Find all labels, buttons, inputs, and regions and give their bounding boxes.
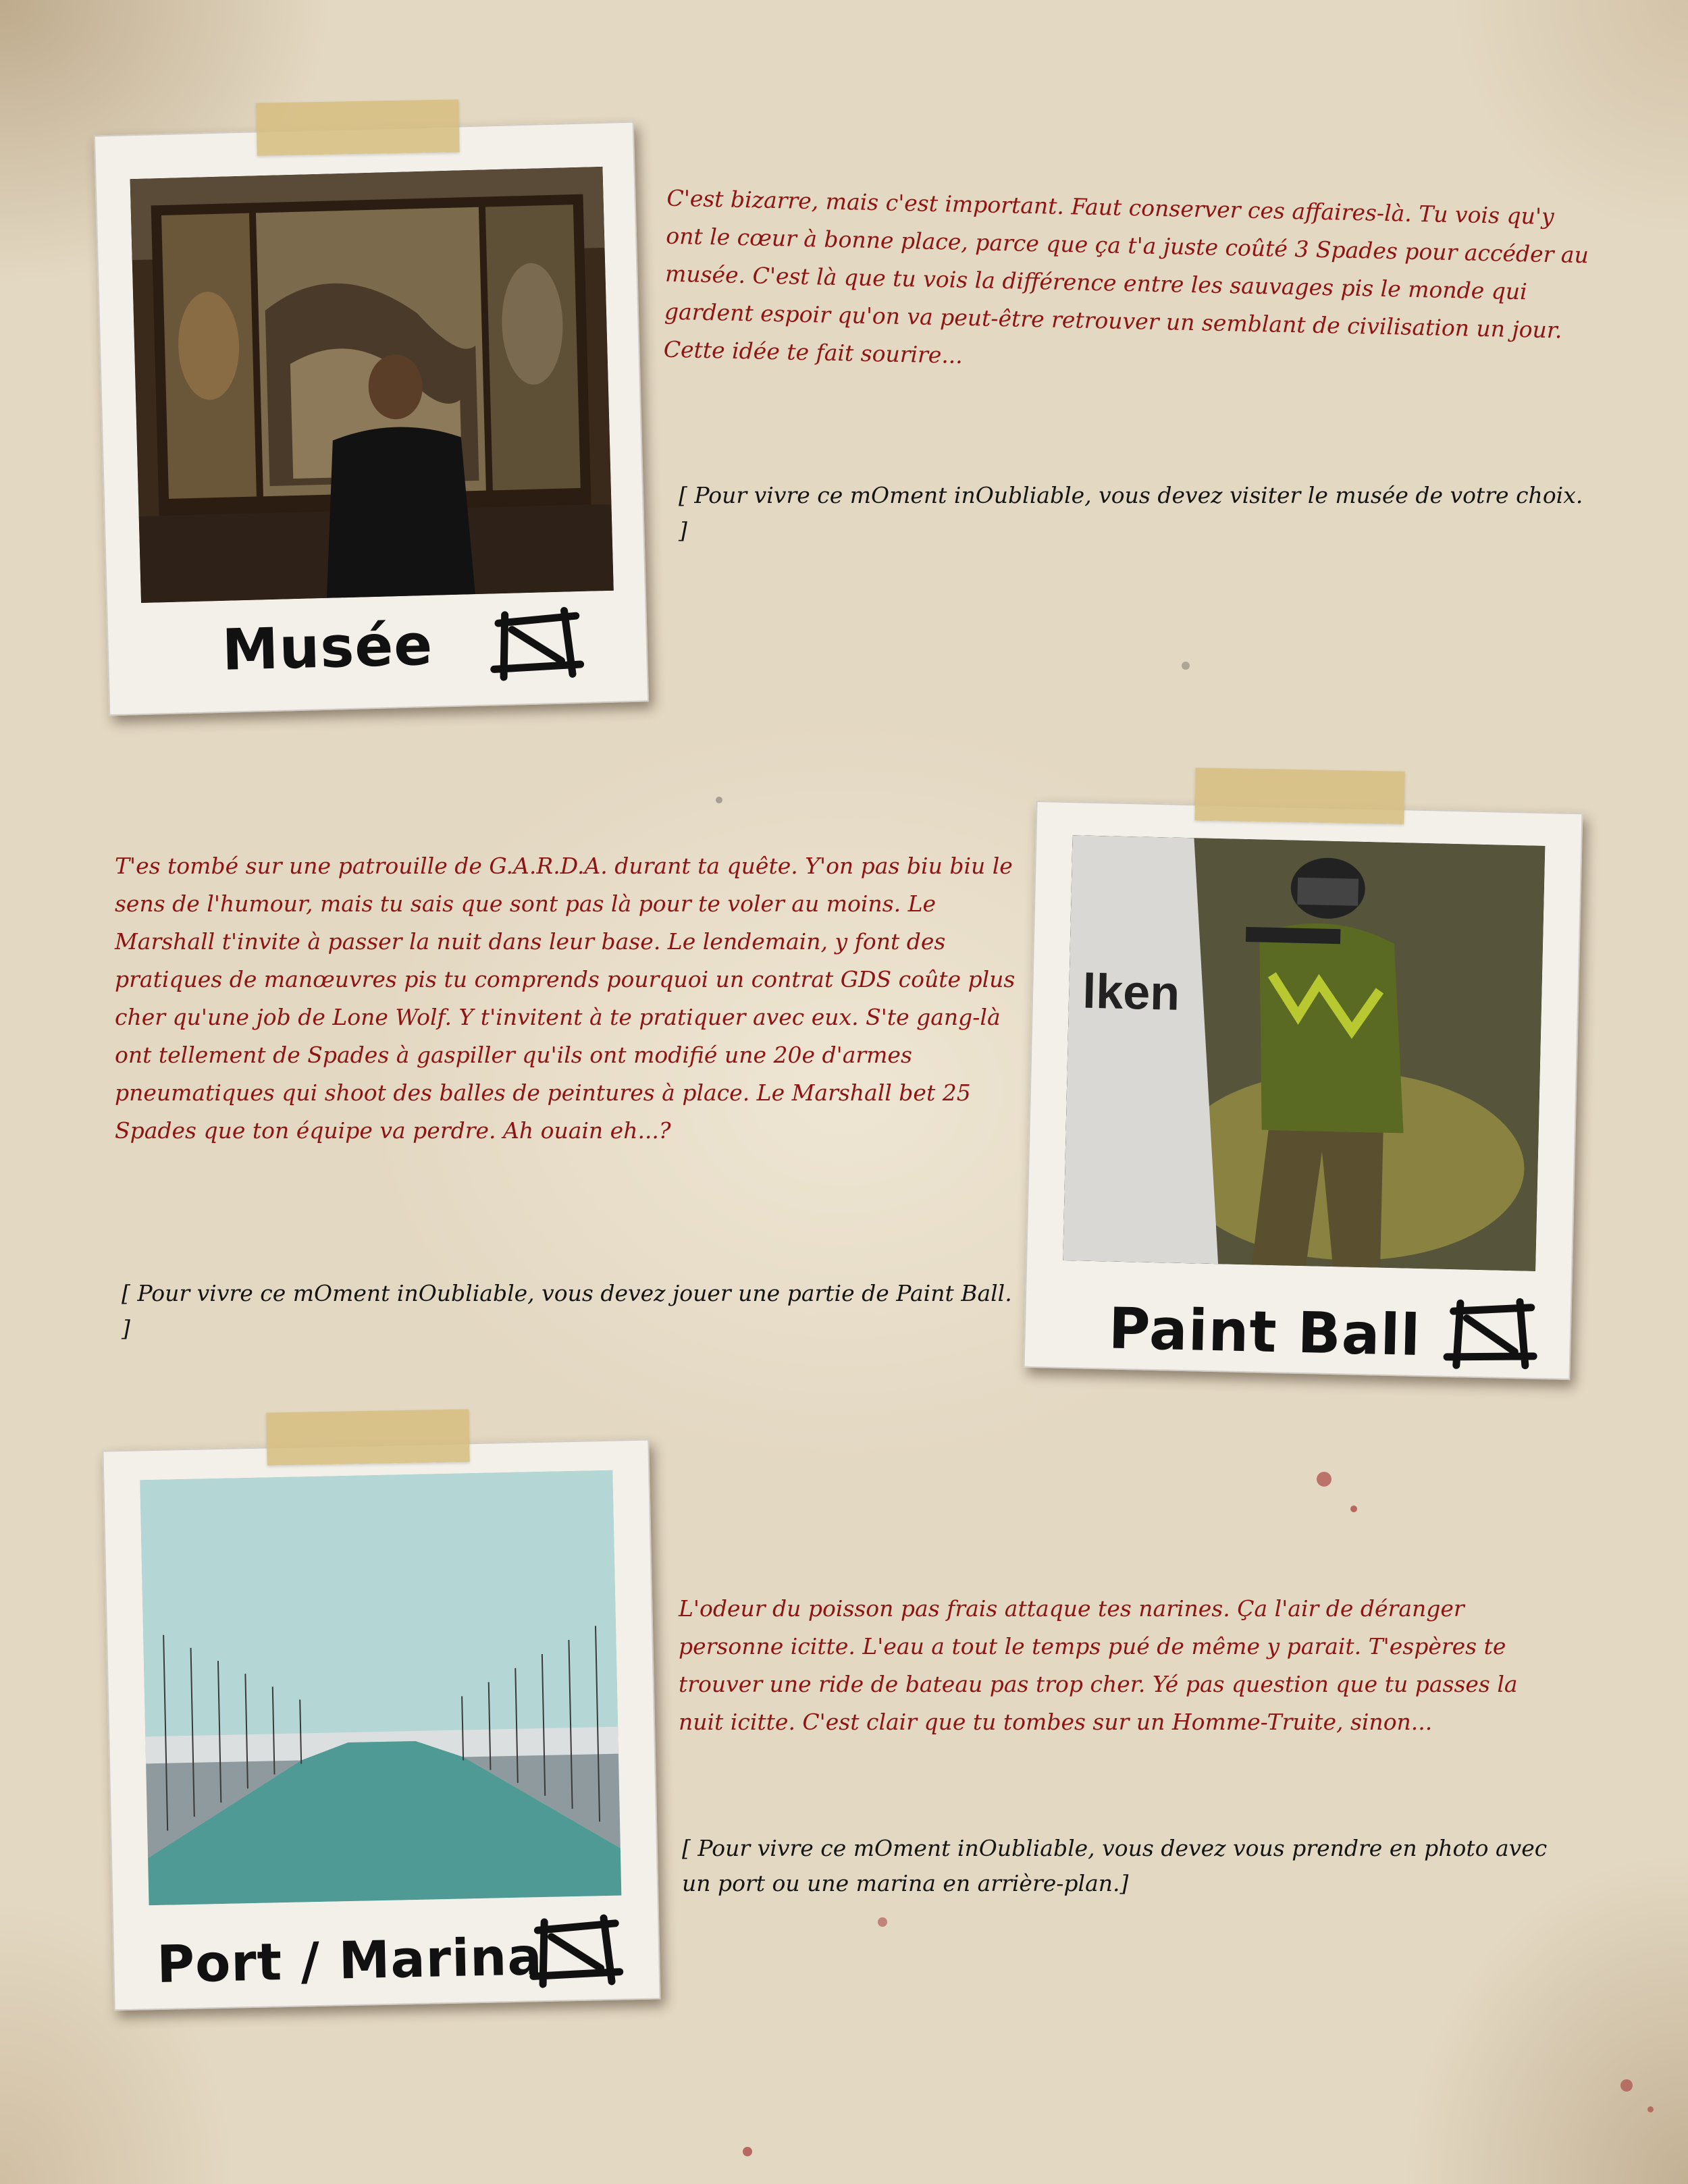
story-text: T'es tombé sur une patrouille de G.A.R.D.A. durant ta quête. Y'on pas biu biu le sens de l'humour, mais tu sais que sont pas là pour te voler au moins. Le Marshall t'invite à passer la nuit dans leur base. Le lendemain, y font des pratiques de manœuvres pis tu comprends pourquoi un contrat GDS coûte plus cher qu'une job de Lone Wolf. Y t'invitent à te pratiquer avec eux. S'te gang-là ont tellement de Spades à gaspiller qu'ils ont modifié une 20e d'armes pneumatiques qui shoot des balles de peintures à place. Le Marshall bet 25 Spades que ton équipe va perdre. Ah ouain eh...? <box>115 853 1016 1144</box>
polaroid-caption: Musée <box>221 611 434 683</box>
photo-bunker-text: lken <box>1082 964 1181 1021</box>
polaroid-caption: Port / Marina <box>156 1926 544 1995</box>
polaroid-paintball <box>1024 801 1583 1380</box>
museum-painting-photo <box>130 167 614 603</box>
museum-scene-graphic <box>130 167 614 603</box>
hand-drawn-checkbox-icon[interactable] <box>484 601 587 685</box>
instruction-text: [ Pour vivre ce mOment inOubliable, vous devez jouer une partie de Paint Ball. ] <box>122 1280 1012 1341</box>
polaroid-musee <box>94 122 649 716</box>
polaroid-marina <box>102 1439 660 2011</box>
instruction-text: [ Pour vivre ce mOment inOubliable, vous devez visiter le musée de votre choix. ] <box>679 482 1583 543</box>
paintball-scene-graphic <box>1063 835 1545 1271</box>
tape-strip <box>1194 768 1404 824</box>
story-text: L'odeur du poisson pas frais attaque tes narines. Ça l'air de déranger personne icitte. L'eau a tout le temps pué de même y parait. T'espères te trouver une ride de bateau pas trop cher. Yé pas question que tu passes la nuit icitte. C'est clair que tu tombes sur un Homme-Truite, sinon... <box>679 1595 1518 1735</box>
tape-strip <box>256 99 459 155</box>
tape-strip <box>266 1409 469 1465</box>
marina-boats-photo <box>140 1470 621 1906</box>
hand-drawn-checkbox-icon[interactable] <box>1439 1291 1542 1374</box>
hand-drawn-checkbox-icon[interactable] <box>524 1909 627 1992</box>
polaroid-caption: Paint Ball <box>1107 1295 1422 1369</box>
story-text: C'est bizarre, mais c'est important. Faut conserver ces affaires-là. Tu vois qu'y ont le cœur à bonne place, parce que ça t'a juste coûté 3 Spades pour accéder au musée. C'est là que tu vois la différence entre les sauvages pis le monde qui gardent espoir qu'on va peut-être retrouver un semblant de civilisation un jour. Cette idée te fait sourire... <box>663 184 1589 369</box>
instruction-text: [ Pour vivre ce mOment inOubliable, vous devez vous prendre en photo avec un port ou une marina en arrière-plan.] <box>682 1835 1548 1896</box>
marina-scene-graphic <box>140 1470 621 1906</box>
paintball-player-photo <box>1063 835 1545 1271</box>
